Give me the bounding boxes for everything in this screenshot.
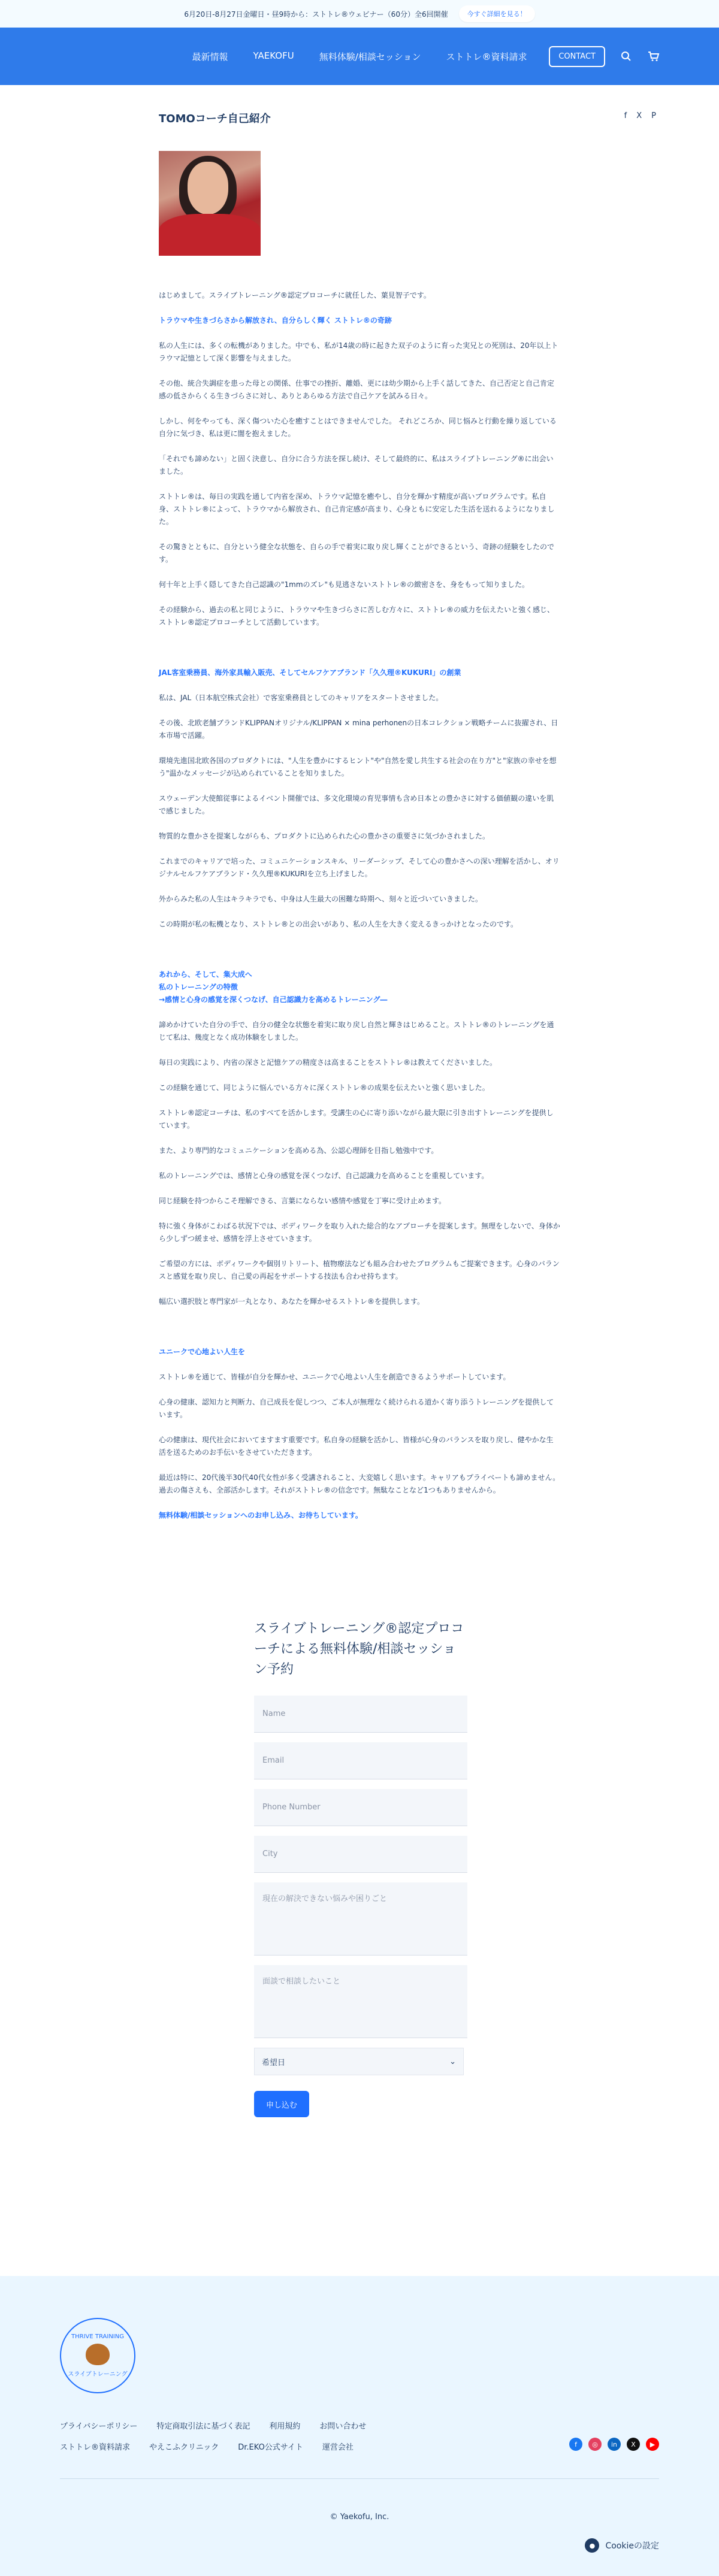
article-paragraph: この時期が私の転機となり、ストトレ®との出会いがあり、私の人生を大きく変えるきっかけとなったのです。 [159,920,518,928]
article-paragraph: 同じ経験を持つからこそ理解できる、言葉にならない感情や感覚を丁寧に受け止めます。 [159,1197,446,1205]
social-links [569,2438,659,2451]
footer-link-dreko[interactable]: Dr.EKO公式サイト [238,2443,303,2452]
article-paragraph: これまでのキャリアで培った、コミュニケーションスキル、リーダーシップ、そして心の豊かさへの深い理解を活かし、オリジナルセルフケアブランド・久久理®KUKURIを立ち上げました。 [159,857,560,878]
announcement-text: 6月20日-8月27日金曜日・昼9時から：ストトレ®ウェビナー（60分）全6回開催 [184,10,448,19]
coach-portrait [159,151,261,256]
section-heading: ユニークで心地よい人生を [159,1348,246,1356]
footer-link-terms[interactable]: 利用規約 [269,2422,301,2431]
instagram-icon[interactable]: ◎ [588,2438,602,2451]
main-content [0,85,719,2132]
concerns-textarea[interactable]: 現在の解決できない悩みや困りごと [254,1882,467,1956]
phone-field[interactable]: Phone Number [254,1789,467,1826]
article-paragraph: ご希望の方には、ボディワークや個別リトリート、植物療法なども組み合わせたプログラムもご提案できます。心身のバランスと感覚を取り戻し、自己愛の再起をサポートする技法も合わせ持ちます。 [159,1260,560,1281]
article-paragraph: 毎日の実践により、内省の深さと記憶ケアの精度さは高まることをストトレ®は教えてくださいました。 [159,1058,497,1067]
article-paragraph: 諦めかけていた自分の手で、自分の健全な状態を着実に取り戻し自然と輝きはじめること。ストトレ®のトレーニングを通じて私は、幾度となく成功体験をしました。 [159,1021,554,1042]
cookie-settings-button[interactable] [585,2538,659,2553]
footer-link-clinic[interactable]: やえこふクリニック [149,2443,219,2452]
section-heading: あれから、そして、集大成へ 私のトレーニングの特徴 →感情と心身の感覚を深くつなげ、自己認識力を高めるトレーニング― [159,970,388,1004]
article-paragraph: スウェーデン大使館従事によるイベント開催では、多文化環境の育児事情も含め日本との豊かさに対する価値観の違いを肌で感じました。 [159,794,554,815]
name-field[interactable]: Name [254,1696,467,1733]
pinterest-share-icon[interactable]: P [651,111,656,120]
main-nav [192,50,527,63]
nav-item-yaekofu[interactable]: YAEKOFU [253,50,294,61]
section-spacer [159,641,560,667]
article-paragraph: この経験を通じて、同じように悩んでいる方々に深くストトレ®の成果を伝えたいと強く思いました。 [159,1083,490,1092]
section-spacer [159,943,560,968]
article-paragraph: ストトレ®認定コーチは、私のすべてを活かします。受講生の心に寄り添いながら最大限に引き出すトレーニングを提供しています。 [159,1109,554,1130]
footer-links-row-1 [60,2420,719,2431]
logo-top-text: THRIVE TRAINING [71,2333,124,2340]
bear-icon [86,2344,110,2365]
share-buttons [624,111,656,120]
article-paragraph: 私の人生には、多くの転機がありました。中でも、私が14歳の時に起きた双子のように育った実兄との死別は、20年以上トラウマ記憶として深く影響を与えました。 [159,341,558,362]
session-booking-form [242,1606,477,2132]
site-footer [0,2276,719,2576]
article-paragraph: 「それでも諦めない」と固く決意し、自分に合う方法を探し続け、そして最終的に、私はスライブトレーニング®に出会いました。 [159,455,554,476]
section-heading: JAL客室乗務員、海外家具輸入販売、そしてセルフケアブランド「久久理®KUKURI」の創業 [159,668,461,677]
cart-icon[interactable] [647,50,660,63]
article-paragraph: 心の健康は、現代社会においてますます重要です。私自身の経験を活かし、皆様が心身のバランスを取り戻し、健やかな生活を送るためのお手伝いをさせていただきます。 [159,1436,554,1457]
search-icon[interactable] [620,50,633,63]
announcement-cta-button[interactable]: 今すぐ詳細を見る！ [459,5,535,22]
select-value: 希望日 [262,2058,286,2068]
article-paragraph: 私は、JAL（日本航空株式会社）で客室乗務員としてのキャリアをスタートさせました。 [159,694,443,702]
linkedin-icon[interactable]: in [608,2438,621,2451]
cookie-label: Cookieの設定 [605,2541,659,2551]
chevron-down-icon: ⌄ [449,2057,456,2066]
article-paragraph: はじめまして。スライブトレーニング®認定プロコーチに就任した、葉見智子です。 [159,291,431,299]
nav-item-session[interactable]: 無料体験/相談セッション [319,51,421,62]
logo-bottom-text: スライブトレーニング [68,2371,128,2378]
article-paragraph: 環境先進国北欧各国のプロダクトには、"人生を豊かにするヒント"や"自然を愛し共生する社会の在り方"と"家族の幸せを想う"温かなメッセージが込められていることを知りました。 [159,756,557,777]
article-paragraph: その経験から、過去の私と同じように、トラウマや生きづらさに苦しむ方々に、ストトレ®の威力を伝えたいと強く感じ、ストトレ®認定プロコーチとして活動しています。 [159,606,555,626]
consult-textarea[interactable]: 面談で相談したいこと [254,1965,467,2038]
x-icon[interactable]: X [627,2438,640,2451]
article-paragraph: その驚きとともに、自分という健全な状態を、自らの手で着実に取り戻し輝くことができるという、奇跡の経験をしたのです。 [159,543,555,564]
x-share-icon[interactable]: X [636,111,642,120]
youtube-icon[interactable]: ▶ [646,2438,659,2451]
article-paragraph: 外からみた私の人生はキラキラでも、中身は人生最大の困難な時期へ、刻々と近づいていきました。 [159,895,483,903]
cookie-icon: ● [585,2538,599,2553]
preferred-date-select[interactable] [254,2048,464,2075]
article-paragraph: また、より専門的なコミュニケーションを高める為、公認心理師を目指し勉強中です。 [159,1146,439,1155]
submit-button[interactable]: 申し込む [254,2091,309,2117]
header-actions [549,28,660,85]
city-field[interactable]: City [254,1836,467,1873]
thrive-training-logo[interactable] [60,2318,135,2393]
section-spacer [159,1321,560,1346]
footer-link-contact[interactable]: お問い合わせ [319,2422,367,2431]
footer-link-company[interactable]: 運営会社 [322,2443,354,2452]
nav-item-news[interactable]: 最新情報 [192,51,228,62]
article-paragraph: 特に強く身体がこわばる状況下では、ボディワークを取り入れた総合的なアプローチを提案します。無理をしないで、身体から少しずつ緩ませ、感情を浮上させていきます。 [159,1222,560,1243]
article-paragraph: 幅広い選択肢と専門家が一丸となり、あなたを輝かせるストトレ®を提供します。 [159,1297,425,1306]
article-paragraph: しかし、何をやっても、深く傷ついた心を癒すことはできませんでした。 それどころか、同じ悩みと行動を繰り返している自分に気づき、私は更に闇を抱えました。 [159,417,557,438]
footer-link-privacy[interactable]: プライバシーポリシー [60,2422,138,2431]
article-paragraph: その後、北欧老舗ブランドKLIPPANオリジナル/KLIPPAN × mina perhonenの日本コレクション戦略チームに抜擢され、日本市場で活躍。 [159,719,558,740]
form-title: スライブトレーニング®認定プロコーチによる無料体験/相談セッション予約 [254,1621,464,1677]
contact-button[interactable]: CONTACT [549,46,605,67]
article-paragraph: その他、統合失調症を患った母との関係、仕事での挫折、離婚、更には幼少期から上手く話してきた、自己否定と自己肯定感の低さからくる生きづらさに対し、ありとあらゆる方法で自己ケアを試みる日々。 [159,379,555,400]
footer-link-materials[interactable]: ストトレ®資料請求 [60,2443,131,2452]
copyright: © Yaekofu, Inc. [330,2513,389,2521]
article-paragraph: 物質的な豊かさを提案しながらも、プロダクトに込められた心の豊かさの重要さに気づかされました。 [159,832,490,840]
page-title: TOMOコーチ自己紹介 [159,113,271,125]
site-header [0,28,719,85]
section-heading: 無料体験/相談セッションへのお申し込み、お待ちしています。 [159,1511,362,1519]
article-paragraph: 最近は特に、20代後半30代40代女性が多く受講されること、大変嬉しく思います。キャリアもプライベートも諦めません。過去の傷さえも、全部活かします。それがストトレ®の信念です。無駄なことなど1つもありませんから。 [159,1473,560,1494]
email-field[interactable]: Email [254,1742,467,1779]
article-paragraph: 心身の健康、認知力と判断力、自己成長を促しつつ、ご本人が無理なく続けられる道かく寄り添うトレーニングを提供しています。 [159,1398,554,1419]
nav-item-materials[interactable]: ストトレ®資料請求 [446,51,527,62]
article-paragraph: ストトレ®を通じて、皆様が自分を輝かせ、ユニークで心地よい人生を創造できるようサポートしています。 [159,1373,510,1381]
facebook-icon[interactable]: f [569,2438,582,2451]
article-paragraph: 私のトレーニングでは、感情と心身の感覚を深くつなげ、自己認識力を高めることを重視しています。 [159,1172,489,1180]
section-heading: トラウマや生きづらさから解放され、自分らしく輝く ストトレ®の奇跡 [159,316,392,325]
article-paragraph: 何十年と上手く隠してきた自己認識の"1mmのズレ"も見逃さないストトレ®の緻密さを、身をもって知りました。 [159,580,530,589]
announcement-bar [0,0,719,28]
facebook-share-icon[interactable]: f [624,111,627,120]
footer-link-legal[interactable]: 特定商取引法に基づく表記 [156,2422,250,2431]
article-body [159,289,560,1522]
article-paragraph: ストトレ®は、毎日の実践を通して内省を深め、トラウマ記憶を癒やし、自分を輝かす精度が高いプログラムです。私自身、ストトレ®によって、トラウマから解放され、自己肯定感が高まり、心身ともに安定した生活を送れるようになりました。 [159,492,555,526]
